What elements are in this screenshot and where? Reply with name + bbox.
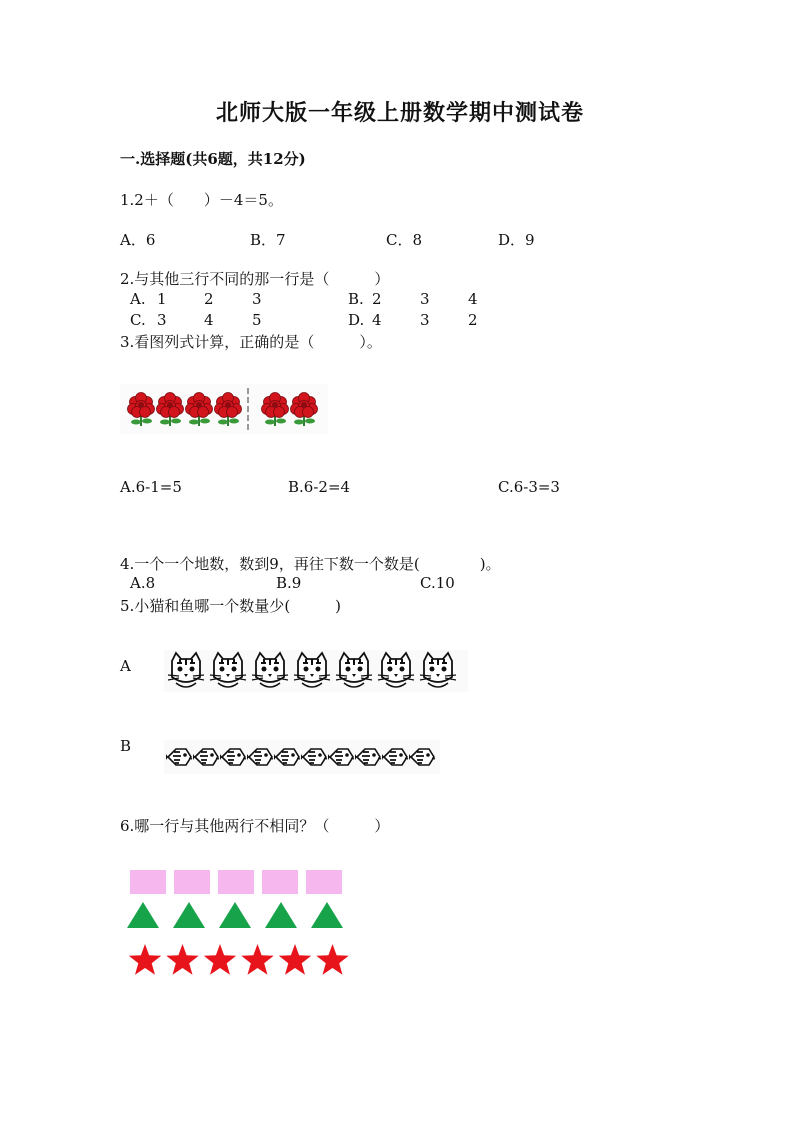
rose-icon	[126, 392, 156, 428]
q2-option-b-value: 4	[468, 290, 478, 308]
fish-icon	[166, 743, 194, 771]
q2-option-c-label: C.	[130, 311, 146, 329]
fish-icon	[301, 743, 329, 771]
rose-icon	[213, 392, 243, 428]
q2-option-d-value: 3	[420, 311, 430, 329]
q4-option-a[interactable]: A.8	[130, 574, 156, 592]
cat-icon	[250, 651, 290, 691]
q4-option-c[interactable]: C.10	[420, 574, 455, 592]
q5-row-a-label: A	[120, 657, 131, 675]
cat-row	[164, 650, 468, 692]
rose-icon	[289, 392, 319, 428]
question-4-stem: 4.一个一个地数，数到9，再往下数一个数是( )。	[120, 555, 501, 573]
fish-row	[164, 740, 440, 774]
divider-line	[247, 388, 249, 430]
fish-icon	[220, 743, 248, 771]
fish-icon	[382, 743, 410, 771]
rose-icon	[155, 392, 185, 428]
cat-icon	[376, 651, 416, 691]
green-triangle-icon	[173, 902, 205, 928]
fish-icon	[274, 743, 302, 771]
q2-option-b-label: B.	[348, 290, 364, 308]
fish-icon	[328, 743, 356, 771]
red-star-icon	[241, 944, 273, 975]
red-star-icon	[316, 944, 348, 975]
q1-option-b[interactable]: B．7	[250, 231, 286, 249]
page-title: 北师大版一年级上册数学期中测试卷	[215, 100, 584, 126]
q2-option-a-value: 1	[157, 290, 167, 308]
q2-option-b-value: 2	[372, 290, 382, 308]
q2-option-c-value: 5	[252, 311, 262, 329]
q2-option-b-value: 3	[420, 290, 430, 308]
question-1-stem: 1.2＋（ ）－4＝5。	[120, 191, 283, 209]
red-star-icon	[279, 944, 311, 975]
question-2-stem: 2.与其他三行不同的那一行是（ ）	[120, 270, 390, 288]
cat-icon	[334, 651, 374, 691]
shape-rows	[124, 864, 354, 980]
q2-option-d-value: 2	[468, 311, 478, 329]
shape-canvas	[124, 864, 354, 980]
red-star-icon	[129, 944, 161, 975]
flower-picture	[120, 384, 328, 434]
q5-row-b-label: B	[120, 737, 132, 755]
q3-option-c[interactable]: C.6-3=3	[498, 478, 560, 496]
q2-option-c-value: 3	[157, 311, 167, 329]
fish-icon	[409, 743, 437, 771]
q2-option-d-value: 4	[372, 311, 382, 329]
q1-option-a[interactable]: A．6	[120, 231, 156, 249]
q2-option-a-value: 3	[252, 290, 262, 308]
q2-option-a-label: A.	[130, 290, 146, 308]
red-star-icon	[166, 944, 198, 975]
question-5-stem: 5.小猫和鱼哪一个数量少( )	[120, 597, 342, 615]
green-triangle-icon	[219, 902, 251, 928]
q2-option-c-value: 4	[204, 311, 214, 329]
cat-icon	[418, 651, 458, 691]
q2-option-a-value: 2	[204, 290, 214, 308]
cat-icon	[208, 651, 248, 691]
rose-icon	[260, 392, 290, 428]
green-triangle-icon	[127, 902, 159, 928]
fish-icon	[247, 743, 275, 771]
cat-icon	[166, 651, 206, 691]
red-star-icon	[204, 944, 236, 975]
cat-icon	[292, 651, 332, 691]
q3-option-b[interactable]: B.6-2=4	[288, 478, 351, 496]
green-triangle-icon	[265, 902, 297, 928]
q1-option-d[interactable]: D．9	[498, 231, 535, 249]
rose-icon	[184, 392, 214, 428]
section-heading: 一.选择题(共6题，共12分)	[120, 150, 306, 168]
q4-option-b[interactable]: B.9	[276, 574, 302, 592]
q3-option-a[interactable]: A.6-1=5	[120, 478, 182, 496]
q1-option-c[interactable]: C．8	[386, 231, 423, 249]
green-triangle-icon	[311, 902, 343, 928]
q2-option-d-label: D.	[348, 311, 365, 329]
question-3-stem: 3.看图列式计算，正确的是（ ）。	[120, 333, 382, 351]
fish-icon	[355, 743, 383, 771]
fish-icon	[193, 743, 221, 771]
question-6-stem: 6.哪一行与其他两行不相同？（ ）	[120, 817, 390, 835]
